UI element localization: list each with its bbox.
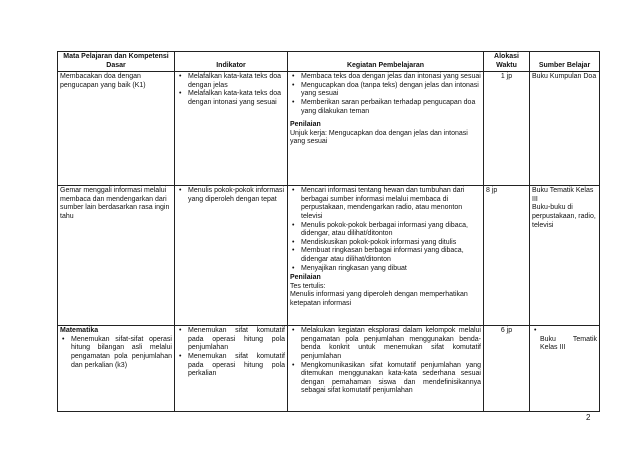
indikator-cell bbox=[175, 326, 288, 412]
list-item: • Mengucapkan doa (tanpa teks) dengan jelas dan intonasi yang sesuai bbox=[290, 82, 481, 99]
list-item: • Melakukan kegiatan eksplorasi dalam kelompok melalui pengamatan pola penjumlahan menggunakan benda-benda konkrit untuk menemukan sifat komutatif penjumlahan bbox=[290, 327, 481, 361]
list-item: • Menemukan sifat komutatif pada operasi hitung pola perkalian bbox=[177, 353, 285, 379]
header-kegiatan: Kegiatan Pembelajaran bbox=[288, 52, 484, 72]
sumber-line: Buku Tematik Kelas III bbox=[540, 335, 597, 352]
list-item: • Membaca teks doa dengan jelas dan intonasi yang sesuai bbox=[290, 73, 481, 82]
subject-title: Matematika bbox=[60, 327, 99, 335]
kd-list bbox=[60, 336, 172, 370]
header-indikator: Indikator bbox=[175, 52, 288, 72]
list-item: • Menyajikan ringkasan yang dibuat bbox=[290, 265, 481, 274]
sumber-line: Buku Tematik Kelas III bbox=[532, 187, 594, 203]
sumber-cell bbox=[530, 326, 600, 412]
header-kd-line2: Dasar bbox=[106, 61, 126, 69]
penilaian-label: Penilaian bbox=[290, 274, 321, 282]
syllabus-table bbox=[57, 51, 600, 412]
penilaian-line2: Menulis informasi yang diperoleh dengan memperhatikan ketepatan informasi bbox=[290, 291, 468, 307]
kegiatan-list bbox=[290, 73, 481, 116]
page-number: 2 bbox=[586, 413, 591, 422]
list-item: • Menemukan sifat komutatif pada operasi hitung pola penjumlahan bbox=[177, 327, 285, 353]
penilaian-label: Penilaian bbox=[290, 121, 321, 129]
bullet-icon: • bbox=[534, 327, 537, 335]
kegiatan-list bbox=[290, 187, 481, 273]
header-waktu-line1: Alokasi bbox=[494, 53, 519, 60]
penilaian-line1: Tes tertulis: bbox=[290, 282, 326, 290]
kegiatan-cell bbox=[288, 72, 484, 186]
waktu-cell: 8 jp bbox=[484, 186, 530, 326]
waktu-cell: 6 jp bbox=[484, 326, 530, 412]
kegiatan-cell bbox=[288, 186, 484, 326]
table-row bbox=[58, 72, 600, 186]
header-waktu-line2: Waktu bbox=[496, 61, 517, 69]
list-item: • Mencari informasi tentang hewan dan tumbuhan dari berbagai sumber informasi melalui membaca di perpustakaan, mendengarkan radio, atau menonton televisi bbox=[290, 187, 481, 221]
table-row bbox=[58, 326, 600, 412]
penilaian-text: Unjuk kerja: Mengucapkan doa dengan jelas dan intonasi yang sesuai bbox=[290, 129, 468, 146]
sumber-line: Buku-buku di perpustakaan, radio, televisi bbox=[532, 204, 596, 229]
indikator-list bbox=[177, 187, 285, 204]
list-item: • Mengkomunikasikan sifat komutatif penjumlahan yang ditemukan menggunakan kata-kata sederhana sesuai dengan pemahaman siswa dan mendefinisikannya sebagai sifat komutatif penjumlahan bbox=[290, 362, 481, 396]
kegiatan-cell bbox=[288, 326, 484, 412]
list-item: • Menemukan sifat-sifat operasi hitung bilangan asli melalui pengamatan pola penjumlahan dan perkalian (k3) bbox=[60, 336, 172, 370]
list-item: • Mendiskusikan pokok-pokok informasi yang ditulis bbox=[290, 239, 481, 248]
list-item: • Memberikan saran perbaikan terhadap pengucapan doa yang dilakukan teman bbox=[290, 99, 481, 116]
header-kd-line1: Mata Pelajaran dan Kompetensi bbox=[63, 53, 169, 60]
list-item: • Menulis pokok-pokok informasi yang diperoleh dengan tepat bbox=[177, 187, 285, 204]
waktu-cell: 1 jp bbox=[484, 72, 530, 186]
header-kd bbox=[58, 52, 175, 72]
kd-cell: Gemar menggali informasi melalui membaca dan mendengarkan dari sumber lain berdasarkan rasa ingin tahu bbox=[58, 186, 175, 326]
kd-cell bbox=[58, 326, 175, 412]
sumber-cell: Buku Kumpulan Doa bbox=[530, 72, 600, 186]
indikator-cell bbox=[175, 186, 288, 326]
indikator-list bbox=[177, 73, 285, 107]
header-row bbox=[58, 52, 600, 72]
indikator-list bbox=[177, 327, 285, 379]
kd-cell: Membacakan doa dengan pengucapan yang baik (K1) bbox=[58, 72, 175, 186]
indikator-cell bbox=[175, 72, 288, 186]
list-item: • Melafalkan kata-kata teks doa dengan intonasi yang sesuai bbox=[177, 90, 285, 107]
kegiatan-list bbox=[290, 327, 481, 396]
list-item: • Melafalkan kata-kata teks doa dengan jelas bbox=[177, 73, 285, 90]
sumber-cell bbox=[530, 186, 600, 326]
header-waktu bbox=[484, 52, 530, 72]
list-item: • Menulis pokok-pokok berbagai informasi yang dibaca, didengar, atau dilihat/ditonton bbox=[290, 222, 481, 239]
table-row bbox=[58, 186, 600, 326]
list-item: • Membuat ringkasan berbagai informasi yang dibaca, didengar atau dilihat/ditonton bbox=[290, 247, 481, 264]
header-sumber: Sumber Belajar bbox=[530, 52, 600, 72]
